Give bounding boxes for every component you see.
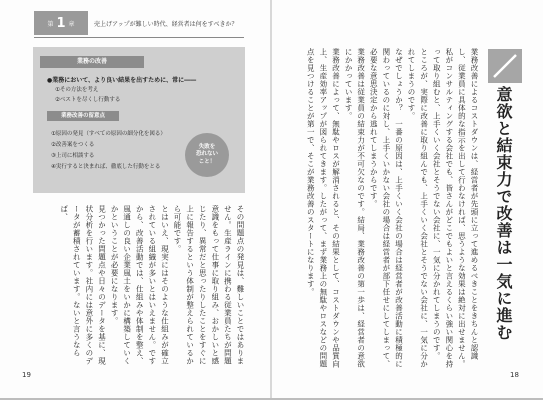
diagram-title: 業務の改善 (40, 56, 144, 68)
chapter-suffix: 章 (68, 20, 75, 28)
right-body-text (298, 48, 480, 373)
section-heading: 意欲と結束力で改善は一気に進む (494, 86, 513, 341)
chapter-prefix: 第 (47, 20, 54, 28)
page-number: 19 (22, 371, 31, 379)
diagram-point: ②改善案をつくる (51, 142, 95, 148)
chapter-number: 1 (56, 15, 66, 31)
left-page (0, 0, 271, 398)
diagram-section-item: ②ベストを尽くし行動する (55, 97, 121, 103)
paragraph: 見つかった問題点や日々のデータを基に、現状分析を行います。社内には意外に多くのデータが蓄積されています。ないと言うならば、 (59, 205, 107, 365)
right-page (272, 0, 543, 398)
page-number: 18 (510, 371, 519, 379)
callout-text: 失敗を 恐れない こと！ (195, 143, 218, 165)
paragraph: その問題点の発見は、難しいことではありません。生産ラインに携わる従業員たちが問題意識をもって仕事に取り組み、おかしいと感じたり、異常だと思ったりしたことをすぐに上に報告するという体制が整えられているから可能です。 (173, 205, 245, 365)
diagram-section-heading: ●業務において、より良い結果を出すために、常に―― (47, 77, 197, 84)
paragraph: とはいえ、現実にはそのような仕組みが確立されている組織が多いとはいえません。ですから、改善活動では、仕組みや体制を整え、風通しの良い企業風土をいかに構築していくかということが必要になります。 (110, 205, 170, 365)
diagram-point: ③上司に相談する (51, 153, 95, 159)
left-body-text (36, 205, 246, 368)
paragraph: なぜでしょうか？ 一番の原因は、上手くいく会社の場合は経営者が改善活動に積極的に関わっているのに対し、上手くいかない会社の場合は経営者が部下任せにしてしまって、必要な意思決定から逃れてしまうからです。 (369, 48, 404, 368)
paragraph: ところが、実際に改善に取り組んでも、上手くいく会社とそうでない会社に、一気に分かれてしまうのです。 (407, 48, 429, 368)
improvement-diagram (33, 47, 245, 193)
chapter-title: 売上げアップが難しい時代、経営者は何をすべきか？ (94, 21, 238, 28)
diagram-callout-circle (185, 133, 229, 177)
paragraph: 業務改善は従業員の結束力が不可欠なのです。結局、業務改善の第一歩は、経営者の意欲にかかっています。 (344, 48, 366, 368)
section-mark-icon (488, 49, 522, 83)
chapter-badge (34, 11, 88, 35)
diagram-point: ④実行すると決まれば、徹底した行動をとる (51, 164, 161, 170)
chapter-underline (34, 37, 244, 38)
diagram-section-item: ①その方法を考え (55, 87, 99, 93)
diagram-subheading: 業務改善の留意点 (47, 111, 119, 121)
paragraph: 業務改善によって、無駄やロスが解消されると、その結果として、コストダウンや品質向上、生産効率アップが図られてきます。したがって、まず業務上の無駄やロスなどの問題点を見つけることが第一で、そこが業務改善のスタートになります。 (306, 48, 341, 368)
chapter-header (34, 11, 244, 35)
diagram-point: ①原因の発見（すべての原因の細分化を図る） (51, 131, 166, 137)
paragraph: 業務改善によるコストダウンは、経営者が先頭に立って進めるべきことをきちんと認識し、従業員に具体的な指示を出して行わなければ、思うような効果は絶対に出せません。私がコンサルティングする会社でも、皆さんがどこでもよいと言えるくらい強い関心を持って取り組むと、上手くいく会社とそうでない会社に、一気に分かれてしまうのです。 (432, 48, 479, 368)
